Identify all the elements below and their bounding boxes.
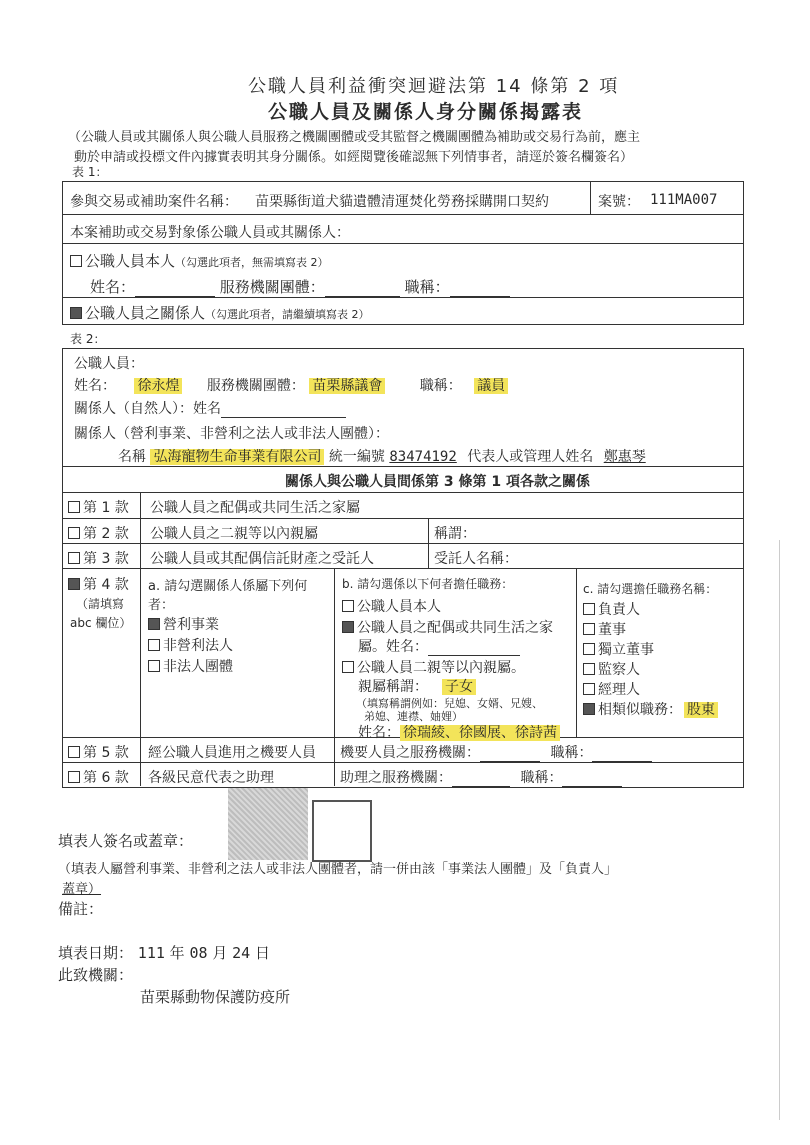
date-day: 24	[232, 944, 251, 962]
c-independent-director-label: 獨立董事	[598, 642, 654, 658]
representative-stamp	[312, 800, 372, 862]
date-row	[58, 942, 270, 963]
sign-note-1: （填表人屬營利事業、非營利之法人或非法人團體者，請一併由該「事業法人團體」及「負責人」	[58, 862, 618, 877]
art1-checkbox[interactable]	[68, 501, 80, 513]
natural-person-row	[74, 398, 346, 418]
uid-label: 統一編號	[328, 449, 385, 465]
art5-fields	[340, 742, 652, 762]
uid-value: 83474192	[389, 449, 457, 465]
relationship-header: 關係人與公職人員間係第 3 條第 1 項各款之關係	[285, 474, 590, 490]
legal-entity-row	[118, 446, 646, 466]
b-relation-value: 子女	[442, 679, 476, 695]
table1-label: 表 1：	[72, 165, 108, 179]
a-profit-label: 營利事業	[163, 617, 219, 633]
a-label-2: 者：	[148, 598, 175, 613]
rep-label: 代表人或管理人姓名	[467, 449, 594, 465]
art5-title-field[interactable]	[592, 747, 652, 762]
art6-title-field[interactable]	[562, 772, 622, 787]
date-label: 填表日期：	[58, 944, 134, 962]
art4-note-1: （請填寫	[76, 597, 125, 611]
art2-checkbox[interactable]	[68, 527, 80, 539]
b-option-self[interactable]	[342, 596, 441, 616]
relation-question: 本案補助或交易對象係公職人員或其關係人：	[70, 225, 350, 241]
case-name-value: 苗栗縣街道犬貓遺體清運焚化勞務採購開口契約	[255, 194, 549, 210]
b-note-2: 弟媳、連襟、妯娌）	[364, 710, 463, 723]
art6-desc: 各級民意代表之助理	[148, 770, 274, 786]
art4-checkbox[interactable]	[68, 578, 80, 590]
company-name-value: 弘海寵物生命事業有限公司	[150, 449, 324, 465]
a-profit-checkbox[interactable]	[148, 618, 160, 630]
a-nonprofit-label: 非營利法人	[163, 638, 233, 654]
art5-checkbox[interactable]	[68, 746, 80, 758]
b-spouse-name-row	[358, 636, 520, 656]
table2-label: 表 2：	[70, 332, 106, 346]
a-option-profit[interactable]	[148, 614, 219, 634]
official-info-row	[74, 375, 508, 395]
c-independent-director-checkbox[interactable]	[583, 643, 595, 655]
intro-text-2: 動於申請或投標文件內據實表明其身分關係。如經閱覽後確認無下列情事者，請逕於簽名欄簽名）	[74, 150, 634, 165]
b-spouse-checkbox[interactable]	[342, 621, 354, 633]
self-org-field[interactable]	[325, 282, 400, 297]
b-spouse-name-field[interactable]	[428, 641, 520, 656]
date-day-unit: 日	[254, 944, 270, 962]
b-relation-label: 親屬稱謂：	[358, 679, 428, 695]
art4-note-2: abc 欄位）	[70, 616, 132, 630]
art6-title-label: 職稱：	[520, 770, 563, 786]
checkbox-related-party[interactable]	[70, 307, 82, 319]
c-label: c. 請勾選擔任職務名稱：	[583, 582, 718, 596]
b-option-spouse[interactable]	[342, 617, 553, 637]
art5-label: 第 5 款	[83, 745, 129, 761]
b-relation-row	[358, 676, 476, 696]
c-owner-checkbox[interactable]	[583, 603, 595, 615]
art5-title-label: 職稱：	[550, 745, 593, 761]
b-names-label: 姓名：	[358, 725, 400, 741]
remark-label: 備註：	[58, 900, 104, 918]
art5-org-label: 機要人員之服務機關：	[340, 745, 480, 761]
c-similar-value: 股東	[684, 702, 718, 718]
art6-fields	[340, 767, 622, 787]
b-self-label: 公職人員本人	[357, 599, 441, 615]
art3-checkbox[interactable]	[68, 552, 80, 564]
c-similar-checkbox[interactable]	[583, 703, 595, 715]
art1-desc: 公職人員之配偶或共同生活之家屬	[150, 500, 360, 516]
self-name-field[interactable]	[135, 282, 215, 297]
sign-note-2: 蓋章）	[62, 882, 102, 897]
art2-title-label: 稱謂：	[434, 526, 476, 542]
b-self-checkbox[interactable]	[342, 600, 354, 612]
date-year-unit: 年	[169, 944, 185, 962]
art6-org-label: 助理之服務機關：	[340, 770, 452, 786]
c-manager-checkbox[interactable]	[583, 683, 595, 695]
b-relative-label: 公職人員二親等以內親屬。	[357, 660, 525, 676]
b-names-value: 徐瑞綾、徐國展、徐詩茜	[400, 725, 560, 741]
self-title-field[interactable]	[450, 282, 510, 297]
case-no-label: 案號：	[598, 194, 640, 210]
official-title-label: 職稱：	[419, 378, 462, 394]
art5-org-field[interactable]	[480, 747, 540, 762]
c-director-checkbox[interactable]	[583, 623, 595, 635]
a-option-nonprofit[interactable]	[148, 635, 233, 655]
self-info-row	[90, 276, 510, 297]
a-label-1: a. 請勾選關係人係屬下列何	[148, 579, 308, 594]
art5-desc: 經公職人員進用之機要人員	[148, 745, 316, 761]
c-option-independent-director[interactable]	[583, 639, 654, 659]
c-supervisor-checkbox[interactable]	[583, 663, 595, 675]
self-name-label: 姓名：	[90, 278, 136, 296]
self-title-label: 職稱：	[404, 278, 450, 296]
official-name-value: 徐永煌	[134, 378, 182, 394]
to-agency-label: 此致機關：	[58, 966, 134, 984]
option-official-self[interactable]	[70, 250, 329, 271]
form-title: 公職人員及關係人身分關係揭露表	[268, 101, 584, 123]
art6-checkbox[interactable]	[68, 771, 80, 783]
to-agency-value: 苗栗縣動物保護防疫所	[140, 988, 291, 1006]
c-option-supervisor[interactable]	[583, 659, 640, 679]
art3-desc: 公職人員或其配偶信託財產之受託人	[150, 551, 374, 567]
c-supervisor-label: 監察人	[598, 662, 640, 678]
official-org-value: 苗栗縣議會	[309, 378, 385, 394]
b-note-1: （填寫稱謂例如：兒媳、女婿、兄嫂、	[356, 697, 543, 710]
c-option-similar[interactable]	[583, 699, 718, 719]
option-related-party[interactable]	[70, 302, 370, 323]
b-label: b. 請勾選係以下何者擔任職務：	[342, 577, 514, 591]
date-month: 08	[189, 944, 208, 962]
art3-trustee-label: 受託人名稱：	[434, 551, 518, 567]
intro-text-1: （公職人員或其關係人與公職人員服務之機關團體或受其監督之機關團體為補助或交易行為前，應主	[68, 130, 641, 145]
c-manager-label: 經理人	[598, 682, 640, 698]
art6-option[interactable]	[68, 767, 129, 787]
c-director-label: 董事	[598, 622, 626, 638]
b-spouse-label: 公職人員之配偶或共同生活之家	[357, 620, 553, 636]
c-owner-label: 負責人	[598, 602, 640, 618]
date-month-unit: 月	[212, 944, 228, 962]
art2-desc: 公職人員之二親等以內親屬	[150, 526, 318, 542]
c-similar-label: 相類似職務：	[598, 702, 682, 718]
date-year: 111	[137, 944, 165, 962]
option-related-party-label: 公職人員之關係人	[85, 304, 206, 322]
case-name-label: 參與交易或補助案件名稱：	[70, 194, 238, 210]
checkbox-official-self[interactable]	[70, 255, 82, 267]
c-option-owner[interactable]	[583, 599, 640, 619]
redacted-company-stamp	[228, 788, 308, 860]
art2-option[interactable]	[68, 523, 129, 543]
a-option-unincorporated[interactable]	[148, 656, 233, 676]
option-related-party-note: （勾選此項者，請繼續填寫表 2）	[205, 308, 370, 321]
b-names-row	[358, 722, 560, 742]
a-unincorporated-checkbox[interactable]	[148, 660, 160, 672]
a-unincorporated-label: 非法人團體	[163, 659, 233, 675]
form-legal-basis: 公職人員利益衝突迴避法第 14 條第 2 項	[248, 76, 620, 97]
case-no-value: 111MA007	[650, 192, 718, 208]
art5-option[interactable]	[68, 742, 129, 762]
official-title-value: 議員	[474, 378, 508, 394]
sign-label: 填表人簽名或蓋章：	[58, 832, 194, 850]
art3-option[interactable]	[68, 548, 129, 568]
b-spouse-name-label: 屬。姓名：	[358, 639, 428, 655]
art1-label: 第 1 款	[83, 500, 129, 516]
art6-label: 第 6 款	[83, 770, 129, 786]
b-option-relative[interactable]	[342, 657, 525, 677]
official-label: 公職人員：	[74, 356, 144, 372]
company-name-label: 名稱	[118, 449, 146, 465]
legal-entity-label: 關係人（營利事業、非營利之法人或非法人團體）：	[74, 426, 389, 442]
self-org-label: 服務機關團體：	[219, 278, 325, 296]
official-org-label: 服務機關團體：	[206, 378, 305, 394]
art2-label: 第 2 款	[83, 526, 129, 542]
natural-person-name-field[interactable]	[221, 403, 346, 418]
official-name-label: 姓名：	[74, 378, 116, 394]
natural-person-label: 關係人（自然人）：姓名	[74, 401, 221, 417]
art6-org-field[interactable]	[452, 772, 510, 787]
c-option-manager[interactable]	[583, 679, 640, 699]
b-relative-checkbox[interactable]	[342, 661, 354, 673]
option-official-self-label: 公職人員本人	[85, 252, 176, 270]
art4-label: 第 4 款	[83, 577, 129, 593]
a-nonprofit-checkbox[interactable]	[148, 639, 160, 651]
art4-option[interactable]	[68, 574, 129, 594]
c-option-director[interactable]	[583, 619, 626, 639]
scan-edge-line	[779, 540, 780, 1120]
art3-label: 第 3 款	[83, 551, 129, 567]
rep-value: 鄭惠琴	[603, 449, 646, 465]
art1-option[interactable]	[68, 497, 129, 517]
option-official-self-note: （勾選此項者，無需填寫表 2）	[175, 256, 329, 269]
